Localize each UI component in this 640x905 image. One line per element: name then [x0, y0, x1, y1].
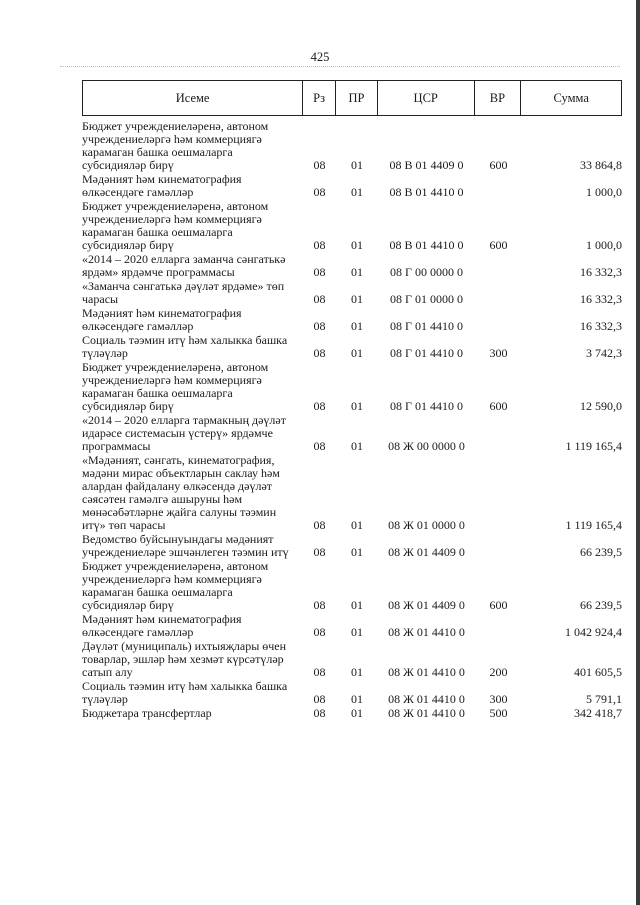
row-name-line: учреждениеләргә һәм коммерциягә: [82, 212, 262, 226]
row-csr: 08 Г 01 4410 0: [390, 399, 463, 413]
row-name-line: Бюджет учреждениеләренә, автоном: [82, 119, 269, 133]
table-row: [82, 253, 622, 279]
row-sum: 5 791,1: [586, 692, 622, 706]
row-vr: 500: [489, 706, 508, 720]
row-pr: 01: [351, 185, 363, 199]
header-pr: ПР: [336, 81, 378, 115]
row-name: [82, 533, 303, 559]
table-row: [82, 414, 622, 453]
row-sum: 16 332,3: [580, 319, 622, 333]
row-pr: 01: [351, 265, 363, 279]
row-name-line: итү» төп чарасы: [82, 518, 166, 532]
row-pr: 01: [351, 692, 363, 706]
row-csr: 08 Ж 01 4410 0: [388, 665, 465, 679]
row-sum: 1 042 924,4: [565, 625, 622, 639]
table-row: [82, 533, 622, 559]
table-row: [82, 680, 622, 706]
row-name: [82, 640, 303, 679]
row-name-line: субсидияләр бирү: [82, 598, 174, 612]
row-name-line: түләүләр: [82, 346, 128, 360]
table-body: [82, 120, 622, 721]
table-row: [82, 307, 622, 333]
row-name-line: Мәдәният һәм кинематография: [82, 612, 242, 626]
row-pr: 01: [351, 399, 363, 413]
row-vr: 200: [489, 665, 508, 679]
row-pr: 01: [351, 158, 363, 172]
row-sum: 1 000,0: [586, 185, 622, 199]
row-name: [82, 414, 303, 453]
row-name-line: субсидияләр бирү: [82, 158, 174, 172]
table-row: [82, 334, 622, 360]
row-pr: 01: [351, 518, 363, 532]
row-name-line: Бюджет учреждениеләренә, автоном: [82, 199, 269, 213]
row-name-line: өлкәсендәге гамәлләр: [82, 185, 194, 199]
table-row: [82, 173, 622, 199]
row-vr: 600: [489, 399, 508, 413]
table-row: [82, 200, 622, 252]
row-csr: 08 Ж 01 0000 0: [388, 518, 465, 532]
row-name-line: карамаган башка оешмаларга: [82, 585, 233, 599]
row-name-line: түләүләр: [82, 692, 128, 706]
row-name-line: ярдәм» ярдәмче программасы: [82, 265, 235, 279]
row-pr: 01: [351, 598, 363, 612]
row-pr: 01: [351, 292, 363, 306]
row-name: [82, 120, 303, 172]
row-name-line: Мәдәният һәм кинематография: [82, 306, 242, 320]
row-rz: 08: [313, 319, 326, 333]
row-name-line: өлкәсендәге гамәлләр: [82, 319, 194, 333]
row-csr: 08 Ж 01 4409 0: [388, 598, 465, 612]
row-name: [82, 334, 303, 360]
row-rz: 08: [313, 292, 326, 306]
row-vr: 600: [489, 158, 508, 172]
row-rz: 08: [313, 238, 326, 252]
row-name: [82, 680, 303, 706]
row-name-line: Социаль тәэмин итү һәм халыкка башка: [82, 333, 288, 347]
row-sum: 342 418,7: [574, 706, 622, 720]
row-name: [82, 560, 303, 612]
row-name-line: «Заманча сәнгатькә дәүләт ярдәме» төп: [82, 279, 285, 293]
row-sum: 12 590,0: [580, 399, 622, 413]
row-name-line: «2014 – 2020 елларга заманча сәнгатькә: [82, 252, 286, 266]
row-csr: 08 Г 00 0000 0: [390, 265, 463, 279]
row-pr: 01: [351, 346, 363, 360]
row-name: [82, 613, 303, 639]
row-name-line: сәясәтен гамәлгә ашыруны һәм: [82, 492, 243, 506]
row-name: [82, 173, 303, 199]
row-name: [82, 253, 303, 279]
row-csr: 08 Ж 01 4410 0: [388, 706, 465, 720]
row-name-line: Мәдәният һәм кинематография: [82, 172, 242, 186]
row-rz: 08: [313, 265, 326, 279]
row-rz: 08: [313, 545, 326, 559]
row-csr: 08 Г 01 0000 0: [390, 292, 463, 306]
header-name: Исеме: [83, 81, 303, 115]
row-pr: 01: [351, 238, 363, 252]
row-name-line: субсидияләр бирү: [82, 238, 174, 252]
row-pr: 01: [351, 439, 363, 453]
row-name-line: учреждениеләре эшчәнлеген тәэмин итү: [82, 545, 289, 559]
row-name-line: карамаган башка оешмаларга: [82, 225, 233, 239]
row-name-line: Бюджет учреждениеләренә, автоном: [82, 559, 269, 573]
table-header: [82, 80, 622, 116]
row-name: [82, 454, 303, 532]
row-rz: 08: [313, 665, 326, 679]
row-csr: 08 В 01 4409 0: [389, 158, 464, 172]
row-sum: 33 864,8: [580, 158, 622, 172]
row-vr: 300: [489, 692, 508, 706]
row-vr: 300: [489, 346, 508, 360]
row-name-line: программасы: [82, 439, 151, 453]
table-row: [82, 640, 622, 679]
table-row: [82, 613, 622, 639]
row-name-line: идарәсе системасын үстерү» ярдәмче: [82, 426, 273, 440]
row-rz: 08: [313, 598, 326, 612]
table-row: [82, 560, 622, 612]
row-rz: 08: [313, 439, 326, 453]
row-name: [82, 307, 303, 333]
row-rz: 08: [313, 185, 326, 199]
row-name: [82, 361, 303, 413]
row-name-line: Социаль тәэмин итү һәм халыкка башка: [82, 679, 288, 693]
row-name-line: Ведомство буйсынуындагы мәдәният: [82, 532, 274, 546]
table-row: [82, 361, 622, 413]
row-sum: 3 742,3: [586, 346, 622, 360]
row-name-line: Бюджетара трансфертлар: [82, 706, 212, 720]
header-csr: ЦСР: [378, 81, 475, 115]
row-name-line: өлкәсендәге гамәлләр: [82, 625, 194, 639]
row-csr: 08 Ж 01 4409 0: [388, 545, 465, 559]
row-sum: 1 119 165,4: [565, 518, 622, 532]
row-name: [82, 280, 303, 306]
row-sum: 66 239,5: [580, 598, 622, 612]
row-name-line: карамаган башка оешмаларга: [82, 386, 233, 400]
row-name-line: «Мәдәният, сәнгать, кинематография,: [82, 453, 275, 467]
row-pr: 01: [351, 319, 363, 333]
row-rz: 08: [313, 625, 326, 639]
row-csr: 08 В 01 4410 0: [389, 238, 464, 252]
row-csr: 08 Г 01 4410 0: [390, 319, 463, 333]
table-row: [82, 280, 622, 306]
row-name-line: алардан файдалану өлкәсендә дәүләт: [82, 479, 273, 493]
row-name: [82, 200, 303, 252]
page-number: 425: [310, 50, 330, 64]
row-csr: 08 Ж 01 4410 0: [388, 692, 465, 706]
row-name-line: Бюджет учреждениеләренә, автоном: [82, 360, 269, 374]
row-sum: 16 332,3: [580, 265, 622, 279]
row-sum: 1 000,0: [586, 238, 622, 252]
row-name-line: учреждениеләргә һәм коммерциягә: [82, 373, 262, 387]
row-name-line: чарасы: [82, 292, 119, 306]
row-pr: 01: [351, 665, 363, 679]
row-csr: 08 В 01 4410 0: [389, 185, 464, 199]
row-rz: 08: [313, 518, 326, 532]
row-sum: 1 119 165,4: [565, 439, 622, 453]
row-csr: 08 Ж 01 4410 0: [388, 625, 465, 639]
table-row: [82, 707, 622, 720]
table-row: [82, 120, 622, 172]
row-pr: 01: [351, 706, 363, 720]
row-rz: 08: [313, 399, 326, 413]
row-pr: 01: [351, 625, 363, 639]
row-csr: 08 Ж 00 0000 0: [388, 439, 465, 453]
row-name-line: товарлар, эшләр һәм хезмәт күрсәтүләр: [82, 652, 284, 666]
table-row: [82, 454, 622, 532]
header-sum: Сумма: [553, 90, 589, 105]
row-rz: 08: [313, 692, 326, 706]
row-rz: 08: [313, 346, 326, 360]
scan-edge: [636, 0, 640, 905]
row-name-line: мөнәсәбәтләрне җайга салуны тәэмин: [82, 505, 277, 519]
scan-dots: [60, 66, 620, 71]
row-name-line: карамаган башка оешмаларга: [82, 145, 233, 159]
row-sum: 66 239,5: [580, 545, 622, 559]
row-pr: 01: [351, 545, 363, 559]
row-name: [82, 707, 303, 720]
row-name-line: учреждениеләргә һәм коммерциягә: [82, 572, 262, 586]
row-sum: 401 605,5: [574, 665, 622, 679]
row-vr: 600: [489, 238, 508, 252]
row-name-line: «2014 – 2020 елларга тармакның дәүләт: [82, 413, 286, 427]
row-rz: 08: [313, 706, 326, 720]
row-vr: 600: [489, 598, 508, 612]
row-sum: 16 332,3: [580, 292, 622, 306]
header-vr: ВР: [475, 81, 522, 115]
row-name-line: сатып алу: [82, 665, 133, 679]
row-name-line: мәдәни мирас объектларын саклау һәм: [82, 466, 280, 480]
row-name-line: субсидияләр бирү: [82, 399, 174, 413]
header-rz: Рз: [303, 81, 336, 115]
row-csr: 08 Г 01 4410 0: [390, 346, 463, 360]
row-name-line: учреждениеләргә һәм коммерциягә: [82, 132, 262, 146]
row-name-line: Дәүләт (муниципаль) ихтыяҗлары өчен: [82, 639, 287, 653]
row-rz: 08: [313, 158, 326, 172]
